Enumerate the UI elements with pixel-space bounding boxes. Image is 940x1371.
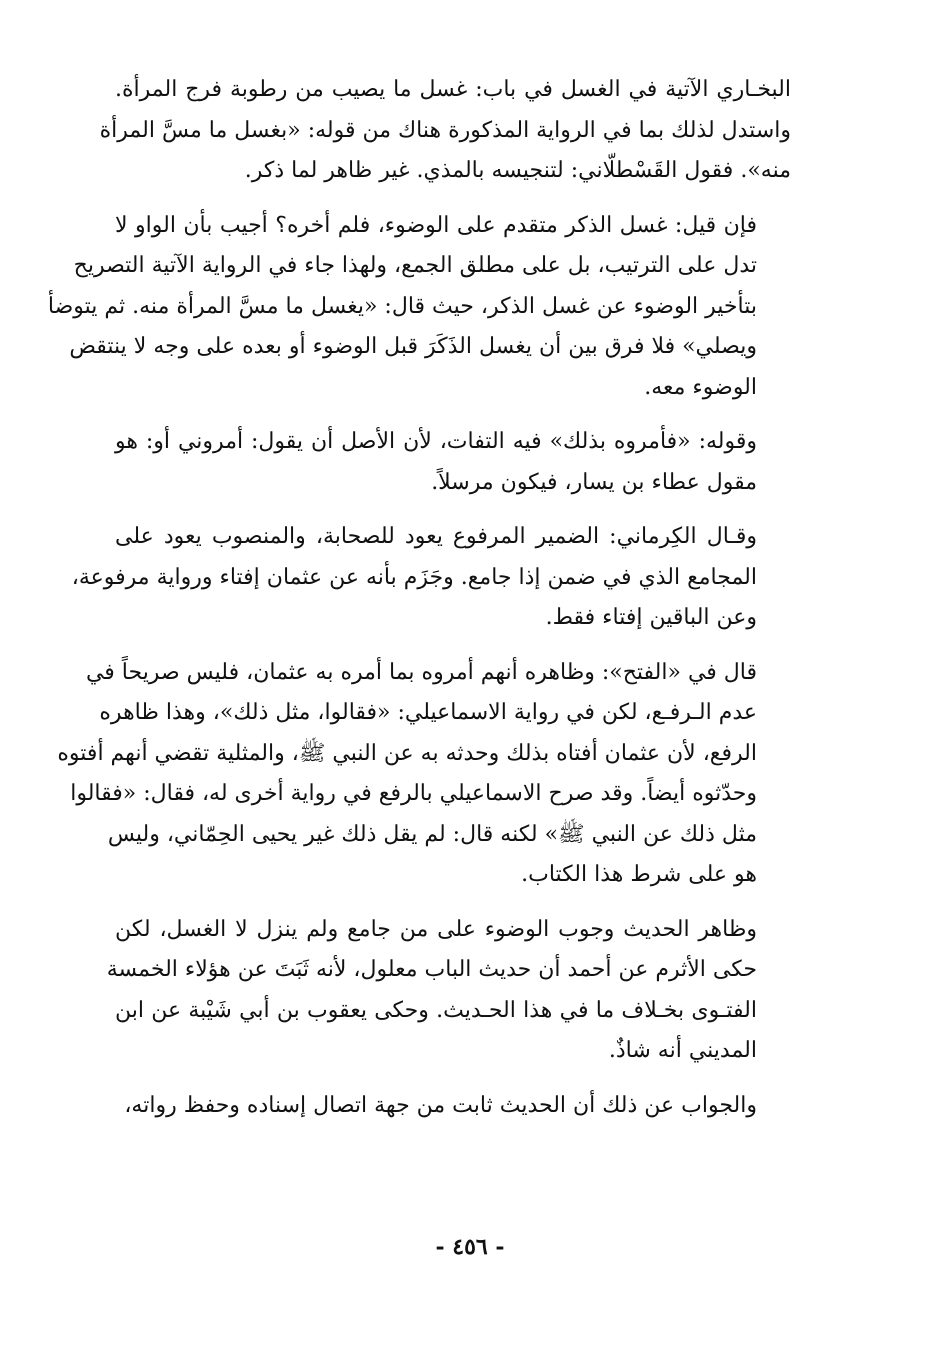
text-line: الفتـوى بخـلاف ما في هذا الحـديث. وحكى يعقوب بن أبي شَيْبة عن ابن <box>115 997 757 1023</box>
text-line: منه». فقول القَسْطلّاني: لتنجيسه بالمذي. غير ظاهر لما ذكر. <box>244 158 791 183</box>
text-line: وعن الباقين إفتاء فقط. <box>545 605 757 630</box>
text-line: وقـال الكِرماني: الضمير المرفوع يعود للصحابة، والمنصوب يعود على <box>115 524 757 549</box>
paragraph <box>115 422 791 503</box>
text-line: واستدل لذلك بما في الرواية المذكورة هناك من قوله: «بغسل ما مسَّ المرأة <box>99 117 791 143</box>
text-line: الوضوء معه. <box>644 374 757 400</box>
paragraph <box>99 70 791 192</box>
page-number: - ٤٥٦ - <box>435 1234 505 1260</box>
text-line: ويصلي» فلا فرق بين أن يغسل الذَكَرَ قبل الوضوء أو بعده على وجه لا ينتقض <box>69 334 757 359</box>
paragraph <box>57 653 791 896</box>
paragraph <box>115 1086 791 1127</box>
paragraph <box>71 517 791 639</box>
text-line: والجواب عن ذلك أن الحديث ثابت من جهة اتصال إسناده وحفظ رواته، <box>124 1092 757 1118</box>
text-line: مقول عطاء بن يسار، فيكون مرسلاً. <box>431 469 757 495</box>
text-line: المجامع الذي في ضمن إذا جامع. وجَزَم بأنه عن عثمان إفتاء ورواية مرفوعة، <box>71 564 757 590</box>
text-line: وحدّثوه أيضاً. وقد صرح الاسماعيلي بالرفع في رواية أخرى له، فقال: «فقالوا <box>70 781 757 806</box>
text-line: الرفع، لأن عثمان أفتاه بذلك وحدثه به عن النبي ﷺ، والمثلية تقضي أنهم أفتوه <box>57 740 757 766</box>
text-line: وظاهر الحديث وجوب الوضوء على من جامع ولم ينزل لا الغسل، لكن <box>115 916 757 942</box>
text-line: وقوله: «فأمروه بذلك» فيه التفات، لأن الأصل أن يقول: أمروني أو: هو <box>115 429 757 454</box>
text-line: مثل ذلك عن النبي ﷺ» لكنه قال: لم يقل ذلك غير يحيى الحِمّاني، وليس <box>107 821 757 847</box>
text-line: تدل على الترتيب، بل على مطلق الجمع، ولهذا جاء في الرواية الآتية التصريح <box>73 253 757 278</box>
text-line: البخـاري الآتية في الغسل في باب: غسل ما يصيب من رطوبة فرج المرأة. <box>115 77 791 102</box>
paragraph <box>106 910 791 1072</box>
text-line: عدم الـرفـع، لكن في رواية الاسماعيلي: «فقالوا، مثل ذلك»، وهذا ظاهره <box>99 700 757 725</box>
paragraph <box>47 206 791 409</box>
text-line: هو على شرط هذا الكتاب. <box>521 862 757 887</box>
text-line: فإن قيل: غسل الذكر متقدم على الوضوء، فلم أخره؟ أجيب بأن الواو لا <box>115 212 757 238</box>
text-line: المديني أنه شاذٌ. <box>608 1038 757 1063</box>
text-line: بتأخير الوضوء عن غسل الذكر، حيث قال: «يغسل ما مسَّ المرأة منه. ثم يتوضأ <box>47 293 757 319</box>
text-line: حكى الأثرم عن أحمد أن حديث الباب معلول، لأنه ثَبَتَ عن هؤلاء الخمسة <box>106 957 757 982</box>
text-line: قال في «الفتح»: وظاهره أنهم أمروه بما أمره به عثمان، فليس صريحاً في <box>85 659 757 685</box>
body-text <box>47 70 791 1126</box>
